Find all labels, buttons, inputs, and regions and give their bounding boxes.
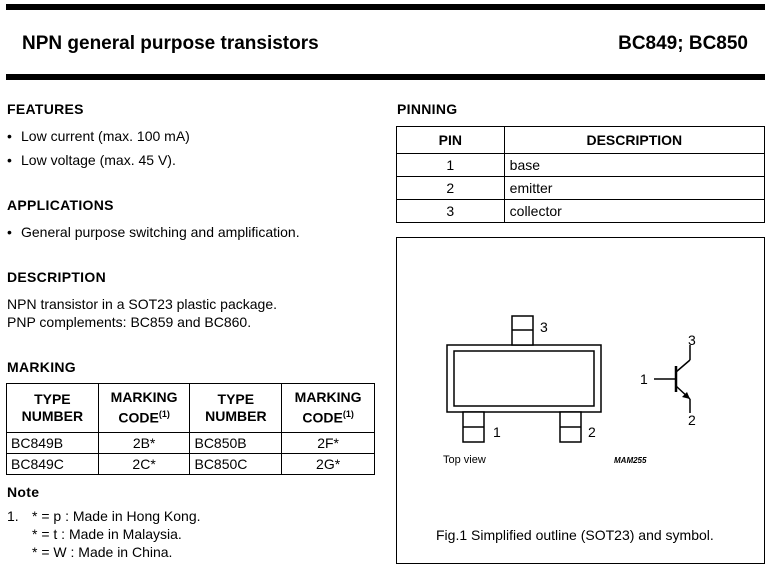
table-row [7,433,375,454]
marking-col-header: MARKING CODE$^{(1)}$ [98,384,190,433]
pin-col-header: PIN [397,127,505,154]
description-line: PNP complements: BC859 and BC860. [7,314,252,330]
type-number-cell: BC849C [7,454,99,475]
marking-code-cell: 2G* [282,454,375,475]
pinning-table [396,126,765,223]
applications-heading: APPLICATIONS [7,197,114,213]
pin-description-cell: emitter [504,177,764,200]
header-rule [6,74,765,80]
pinning-heading: PINNING [397,101,458,117]
package-inner-outline [454,351,594,406]
table-row [397,154,765,177]
marking-code-cell: 2B* [98,433,190,454]
type-number-cell: BC849B [7,433,99,454]
pin2-label: 2 [588,424,596,440]
drawing-code: MAM255 [614,456,647,465]
description-heading: DESCRIPTION [7,269,106,285]
note-number: 1. [7,508,19,524]
marking-heading: MARKING [7,359,76,375]
pin1-label: 1 [493,424,501,440]
top-view-label: Top view [443,454,486,466]
feature-item [7,127,190,145]
feature-text: Low current (max. 100 mA) [21,128,190,144]
type-number-cell: BC850B [190,433,282,454]
marking-col-header: TYPE NUMBER [190,384,282,433]
package-body [447,345,601,412]
pinning-header-row [397,127,765,154]
pin3-label: 3 [540,319,548,335]
table-row [397,177,765,200]
figure-caption: Fig.1 Simplified outline (SOT23) and symbol. [436,527,714,543]
part-numbers: BC849; BC850 [618,33,748,54]
pin-cell: 2 [397,177,505,200]
pin-cell: 1 [397,154,505,177]
marking-table [6,383,375,475]
description-line: NPN transistor in a SOT23 plastic package. [7,296,278,312]
note-heading: Note [7,484,40,500]
top-rule [6,4,765,10]
description-col-header: DESCRIPTION [504,127,764,154]
features-heading: FEATURES [7,101,84,117]
pin-description-cell: collector [504,200,764,223]
marking-code-cell: 2C* [98,454,190,475]
pin-description-cell: base [504,154,764,177]
table-row [397,200,765,223]
feature-item [7,151,176,169]
feature-text: Low voltage (max. 45 V). [21,152,176,168]
pin-cell: 3 [397,200,505,223]
marking-header-row [7,384,375,433]
symbol-pin1-label: 1 [640,371,648,387]
table-row [7,454,375,475]
marking-col-header: TYPE NUMBER [7,384,99,433]
symbol-pin3-label: 3 [688,332,696,348]
note-line: * = W : Made in China. [32,544,173,560]
marking-col-header: MARKING CODE$^{(1)}$ [282,384,375,433]
type-number-cell: BC850C [190,454,282,475]
npn-transistor-symbol-icon [654,345,690,413]
note-line: * = p : Made in Hong Kong. [32,508,201,524]
note-line: * = t : Made in Malaysia. [32,526,182,542]
application-item [7,223,300,241]
marking-code-cell: 2F* [282,433,375,454]
page-title: NPN general purpose transistors [22,33,319,54]
sot23-outline-drawing [397,238,763,468]
application-text: General purpose switching and amplification. [21,224,300,240]
symbol-pin2-label: 2 [688,412,696,428]
